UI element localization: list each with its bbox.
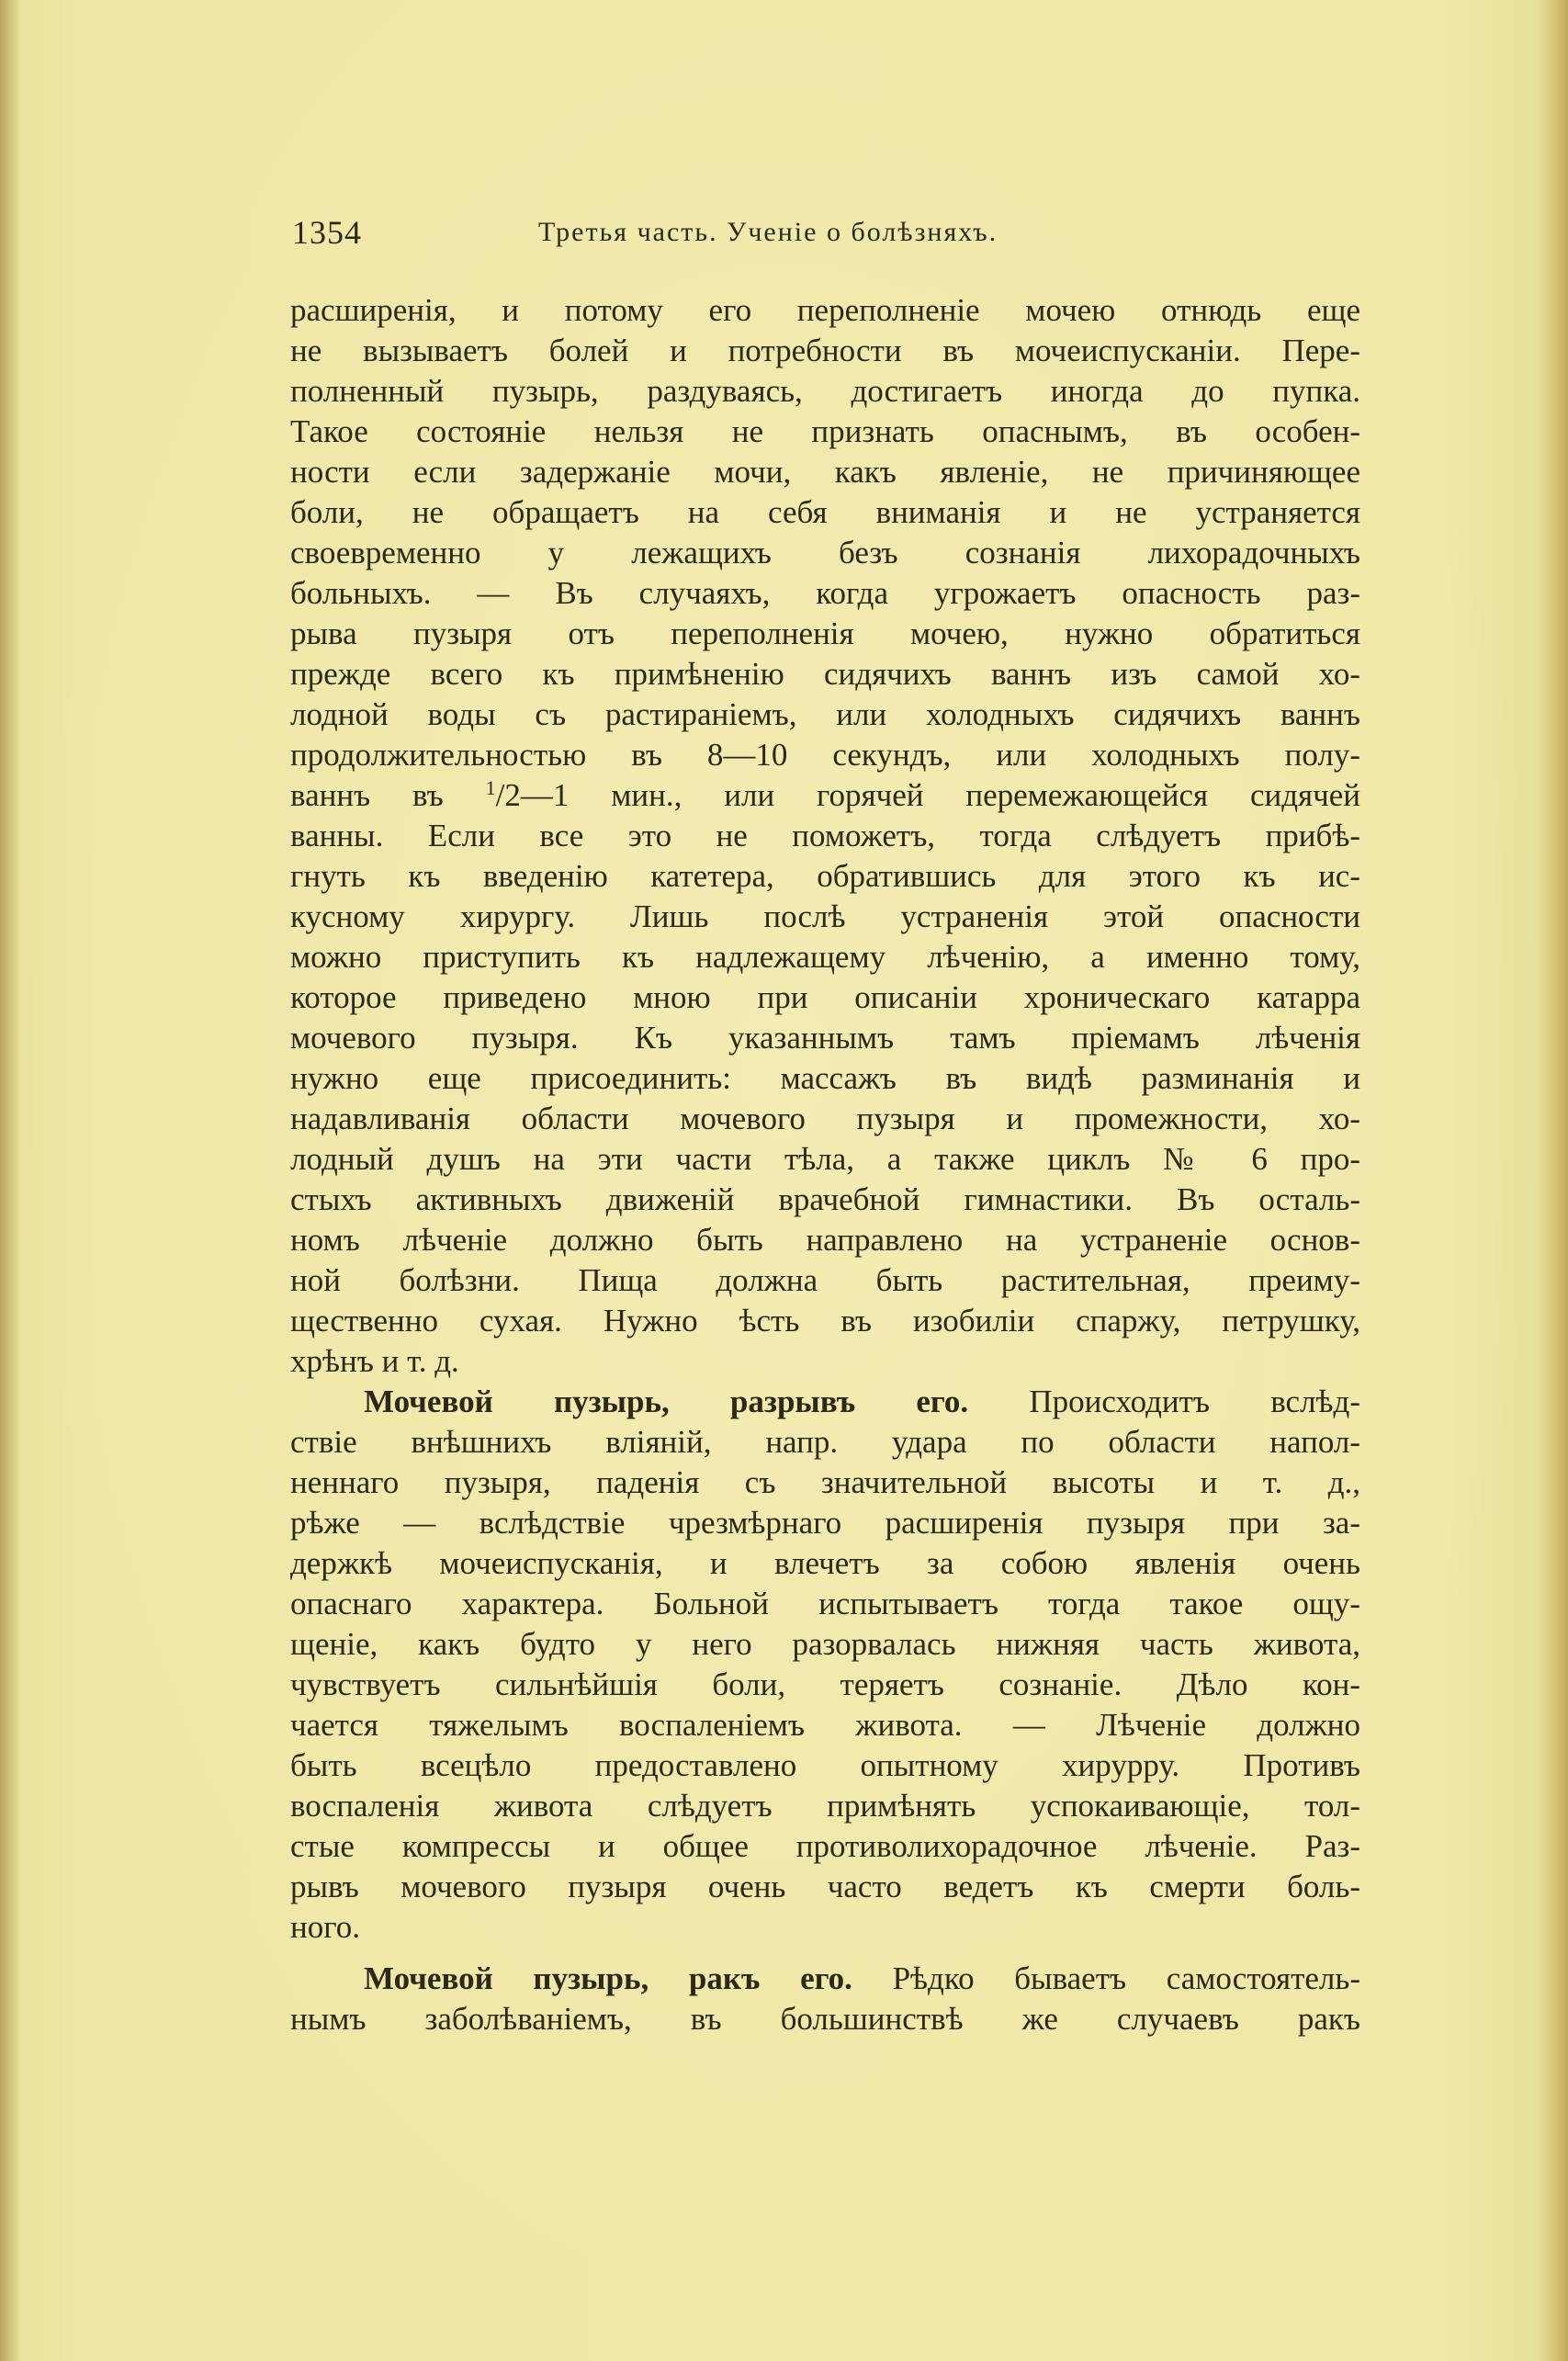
section-bladder-rupture-first-line <box>290 1382 1360 1422</box>
text-line: чувствуетъ сильнѣйшія боли, теряетъ сознаніе. Дѣло кон- <box>290 1666 1360 1702</box>
page-header <box>292 213 1348 259</box>
section-bladder-cancer-first-line <box>290 1959 1360 1999</box>
text-fragment: Происходитъ вслѣд- <box>1029 1384 1360 1419</box>
text-line: Такое состояніе нельзя не признать опаснымъ, въ особен- <box>290 413 1360 449</box>
text-fragment: —1 мин., или горячей перемежающейся сидячей <box>520 777 1360 813</box>
text-line: ного. <box>290 1909 360 1945</box>
text-line: стыхъ активныхъ движеній врачебной гимнастики. Въ осталь- <box>290 1181 1360 1217</box>
text-fragment: Рѣдко бываетъ самостоятель- <box>892 1960 1360 1996</box>
text-line: мочевого пузыря. Къ указаннымъ тамъ пріемамъ лѣченія <box>290 1020 1360 1056</box>
text-line: ствіе внѣшнихъ вліяній, напр. удара по области напол- <box>290 1424 1360 1460</box>
text-line: номъ лѣченіе должно быть направлено на устраненіе основ- <box>290 1222 1360 1258</box>
text-line: которое приведено мною при описаніи хроническаго катарра <box>290 979 1360 1015</box>
text-line: чается тяжелымъ воспаленіемъ живота. — Лѣченіе должно <box>290 1707 1360 1743</box>
section-heading-bladder-rupture: Мочевой пузырь, разрывъ его. <box>364 1384 969 1419</box>
text-line: воспаленія живота слѣдуетъ примѣнять успокаивающіе, тол- <box>290 1788 1360 1824</box>
text-line: лодной воды съ растираніемъ, или холодныхъ сидячихъ ваннъ <box>290 696 1360 732</box>
book-spine-edge <box>0 0 20 2361</box>
page-right-edge <box>1537 0 1568 2361</box>
paragraph-gap <box>290 1948 1360 1959</box>
section-heading-bladder-cancer: Мочевой пузырь, ракъ его. <box>364 1960 852 1996</box>
text-fragment: ваннъ въ <box>290 777 444 813</box>
text-line: полненный пузырь, раздуваясь, достигаетъ иногда до пупка. <box>290 373 1360 409</box>
text-line: нымъ заболѣваніемъ, въ большинствѣ же случаевъ ракъ <box>290 2001 1360 2037</box>
text-line: хрѣнъ и т. д. <box>290 1343 459 1379</box>
text-line: быть всецѣло предоставлено опытному хирурру. Противъ <box>290 1747 1360 1783</box>
text-line: нужно еще присоединить: массажъ въ видѣ разминанія и <box>290 1060 1360 1096</box>
body-text <box>290 290 1360 2039</box>
fraction-denominator: /2 <box>495 777 521 813</box>
text-line: больныхъ. — Въ случаяхъ, когда угрожаетъ опасность раз- <box>290 575 1360 611</box>
text-line: боли, не обращаетъ на себя вниманія и не устраняется <box>290 494 1360 530</box>
text-line: гнуть къ введенію катетера, обратившись для этого къ ис- <box>290 858 1360 894</box>
text-line: прежде всего къ примѣненію сидячихъ ваннъ изъ самой хо- <box>290 656 1360 692</box>
text-line: рыва пузыря отъ переполненія мочею, нужно обратиться <box>290 616 1360 651</box>
running-head: Третья часть. Ученіе о болѣзняхъ. <box>538 217 998 247</box>
text-line: держкѣ мочеиспусканія, и влечетъ за собою явленія очень <box>290 1545 1360 1581</box>
text-line-with-fraction <box>290 775 1360 816</box>
text-line: кусному хирургу. Лишь послѣ устраненія этой опасности <box>290 898 1360 934</box>
text-line: лодный душъ на эти части тѣла, а также циклъ № 6 про- <box>290 1141 1360 1177</box>
text-line: рывъ мочевого пузыря очень часто ведетъ къ смерти боль- <box>290 1869 1360 1904</box>
text-line: щественно сухая. Нужно ѣсть въ изобиліи спаржу, петрушку, <box>290 1303 1360 1339</box>
text-line: ной болѣзни. Пища должна быть растительная, преиму- <box>290 1262 1360 1298</box>
text-line: рѣже — вслѣдствіе чрезмѣрнаго расширенія пузыря при за- <box>290 1505 1360 1541</box>
text-line: опаснаго характера. Больной испытываетъ тогда такое ощу- <box>290 1586 1360 1621</box>
fraction-numerator: 1 <box>485 776 496 799</box>
text-line: продолжительностью въ 8—10 секундъ, или холодныхъ полу- <box>290 737 1360 773</box>
text-line: неннаго пузыря, паденія съ значительной высоты и т. д., <box>290 1464 1360 1500</box>
text-line: можно приступить къ надлежащему лѣченію, а именно тому, <box>290 939 1360 975</box>
text-line: не вызываетъ болей и потребности въ мочеиспусканіи. Пере- <box>290 333 1360 368</box>
text-line: своевременно у лежащихъ безъ сознанія лихорадочныхъ <box>290 535 1360 570</box>
text-line: ванны. Если все это не поможетъ, тогда слѣдуетъ прибѣ- <box>290 818 1360 853</box>
text-line: надавливанія области мочевого пузыря и промежности, хо- <box>290 1101 1360 1136</box>
page-number: 1354 <box>292 214 362 251</box>
text-line: стые компрессы и общее противолихорадочное лѣченіе. Раз- <box>290 1828 1360 1864</box>
text-line: щеніе, какъ будто у него разорвалась нижняя часть живота, <box>290 1626 1360 1662</box>
text-line: расширенія, и потому его переполненіе мочею отнюдь еще <box>290 292 1360 328</box>
text-line: ности если задержаніе мочи, какъ явленіе, не причиняющее <box>290 454 1360 490</box>
